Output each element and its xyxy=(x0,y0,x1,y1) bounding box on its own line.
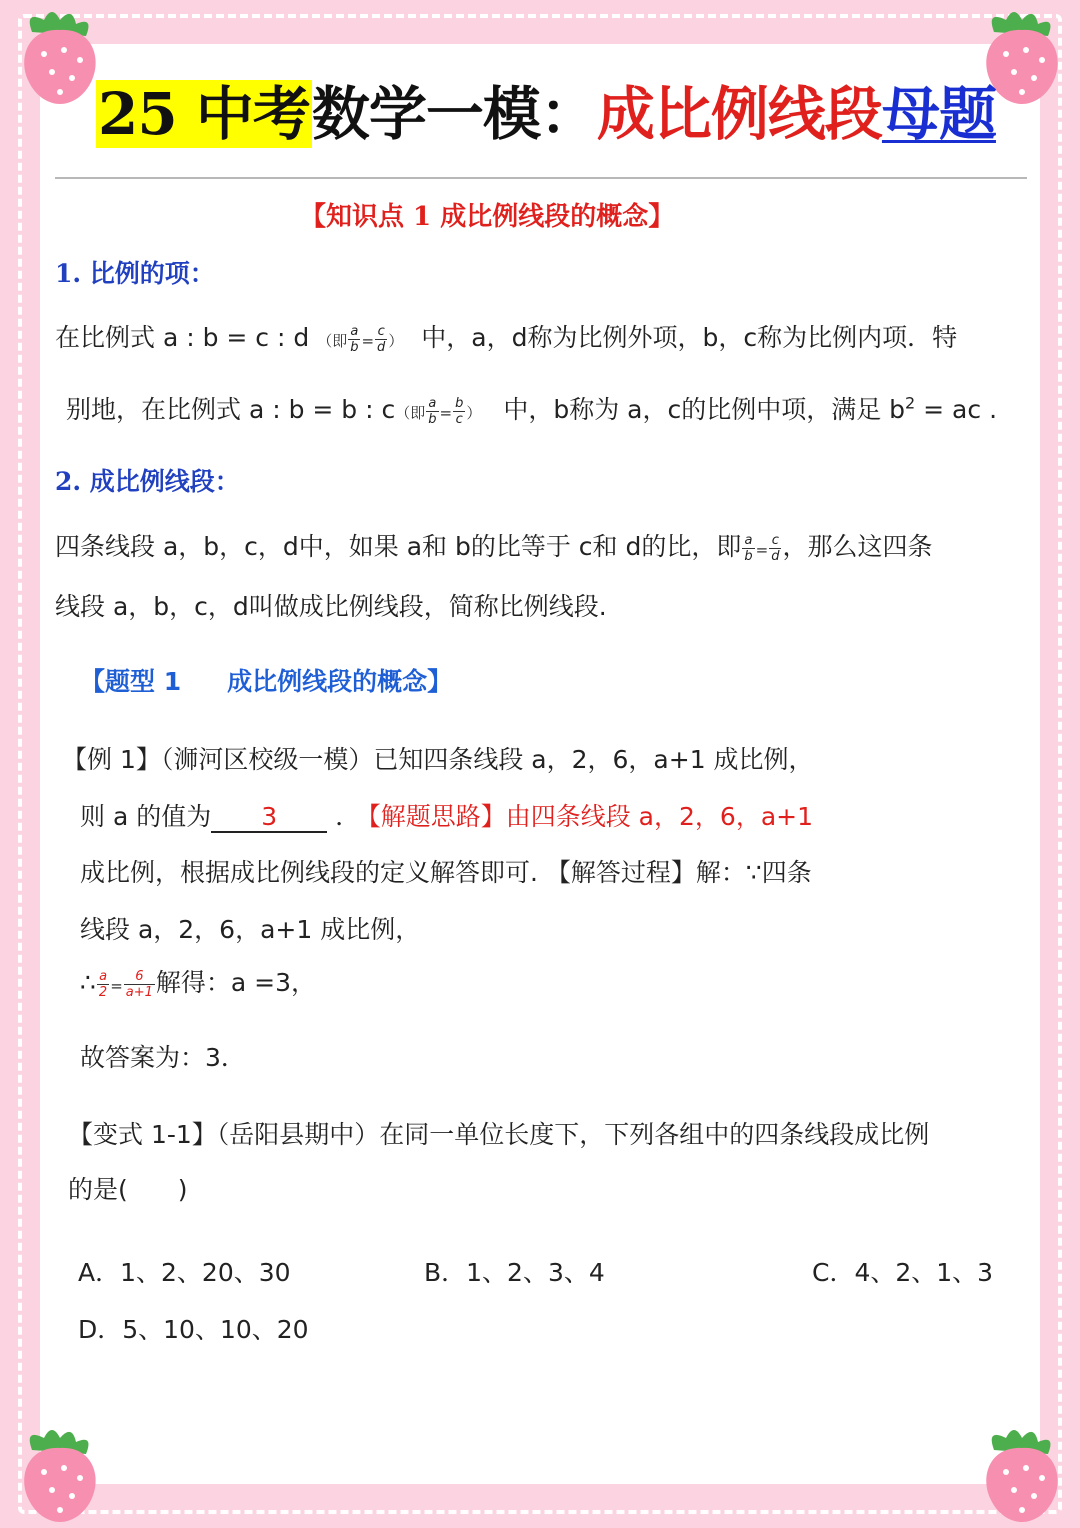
option-c[interactable]: C．4、2、1、3 xyxy=(812,1258,994,1287)
s2-frac1 xyxy=(742,533,754,564)
frac-denominator: c xyxy=(455,411,463,427)
example1-line6: 故答案为：3． xyxy=(80,1043,246,1072)
frac-numerator: b xyxy=(455,395,464,411)
page-title xyxy=(96,64,996,164)
ex1-frac1 xyxy=(97,969,109,1000)
s1l2-end: = ac . xyxy=(915,395,998,424)
frac-numerator: c xyxy=(375,324,387,340)
question-type-heading xyxy=(80,662,452,698)
variant1-line1: 【变式 1-1】（岳阳县期中）在同一单位长度下，下列各组中的四条线段成比例 xyxy=(68,1120,930,1149)
section2-line1 xyxy=(55,527,932,564)
option-d[interactable]: D．5、10、10、20 xyxy=(78,1315,309,1344)
ex1-eq: = xyxy=(110,977,123,995)
example1-line1: 【例 1】（浉河区校级一模）已知四条线段 a，2，6，a+1 成比例， xyxy=(62,745,814,774)
s1l2-pre: 别地，在比例式 a : b = b : c xyxy=(66,395,396,424)
s1l2-paren-right: ） xyxy=(466,404,482,422)
frac-denominator: 2 xyxy=(98,984,108,1000)
s1l2-frac2 xyxy=(453,396,465,427)
frac-numerator: 6 xyxy=(124,969,155,985)
s1l1-paren-right: ） xyxy=(388,332,404,350)
title-blue: 母题 xyxy=(881,80,996,148)
s2l1-post: ，那么这四条 xyxy=(782,532,933,561)
s1l1-frac1 xyxy=(348,324,360,355)
answer-blank: 3 xyxy=(211,803,327,833)
s2l1-pre: 四条线段 a，b，c，d中，如果 a和 b的比等于 c和 d的比，即 xyxy=(55,532,742,561)
example1-line4: 线段 a，2，6，a+1 成比例， xyxy=(80,915,421,944)
frac-numerator: a xyxy=(348,324,360,340)
ex1-line5-post: 解得：a =3， xyxy=(155,968,317,997)
frac-numerator: c xyxy=(769,533,781,549)
s1l1-post: 中，a，d称为比例外项，b，c称为比例内项．特 xyxy=(421,323,958,352)
s1l2-sup: 2 xyxy=(905,393,916,413)
section2-line2: 线段 a，b，c，d叫做成比例线段，简称比例线段. xyxy=(55,592,607,621)
example1-line2 xyxy=(80,797,813,833)
section1-heading: 1. 比例的项： xyxy=(55,259,215,288)
option-b[interactable]: B．1、2、3、4 xyxy=(424,1258,605,1287)
example1-line5 xyxy=(80,963,316,1000)
s1l1-frac2 xyxy=(375,324,387,355)
example1-line3: 成比例，根据成比例线段的定义解答即可. 【解答过程】解：∵四条 xyxy=(80,858,812,887)
section1-line1 xyxy=(55,318,957,355)
s1l1-pre: 在比例式 a : b = c : d xyxy=(55,323,310,352)
ex1-frac2 xyxy=(124,969,155,1000)
ex1-solution-idea: 【解题思路】由四条线段 a，2，6，a+1 xyxy=(368,802,813,831)
s1l2-paren-left: （即 xyxy=(395,404,426,422)
title-highlight: 25 中考 xyxy=(98,80,310,148)
title-divider xyxy=(55,177,1027,179)
ex1-therefore: ∴ xyxy=(80,968,96,997)
frac-numerator: a xyxy=(97,969,109,985)
strawberry-icon xyxy=(14,1420,106,1524)
section2-heading: 2. 成比例线段： xyxy=(55,467,240,496)
variant1-line2: 的是( ) xyxy=(68,1175,188,1204)
frac-denominator: b xyxy=(350,339,359,355)
section1-line2 xyxy=(66,390,997,427)
frac-denominator: d xyxy=(377,339,386,355)
frac-denominator: d xyxy=(771,548,780,564)
knowledge-point-heading: 【知识点 1 成比例线段的概念】 xyxy=(300,202,675,232)
title-red: 成比例线段 xyxy=(596,80,882,148)
frac-denominator: b xyxy=(428,411,437,427)
s1l1-paren-left: （即 xyxy=(317,332,348,350)
s1l2-post: 中，b称为 a，c的比例中项，满足 b xyxy=(503,395,906,424)
s2-eq: = xyxy=(755,541,769,559)
question-type-title: 成比例线段的概念】 xyxy=(227,667,453,696)
title-black: 数学一模： xyxy=(311,80,597,148)
strawberry-icon xyxy=(14,2,106,106)
frac-denominator: b xyxy=(744,548,753,564)
frac-numerator: a xyxy=(426,396,438,412)
s2-frac2 xyxy=(769,533,781,564)
strawberry-icon xyxy=(976,1420,1068,1524)
s1l2-eq: = xyxy=(439,404,453,422)
option-a[interactable]: A．1、2、20、30 xyxy=(78,1258,291,1287)
frac-numerator: a xyxy=(742,533,754,549)
question-type-label: 【题型 1 xyxy=(80,667,182,696)
ex1-line2-pre: 则 a 的值为 xyxy=(80,802,212,831)
s1l2-frac1 xyxy=(426,396,438,427)
ex1-line2-dot: ． xyxy=(335,802,361,831)
s1l1-eq: = xyxy=(361,332,375,350)
frac-denominator: a+1 xyxy=(125,984,153,1000)
